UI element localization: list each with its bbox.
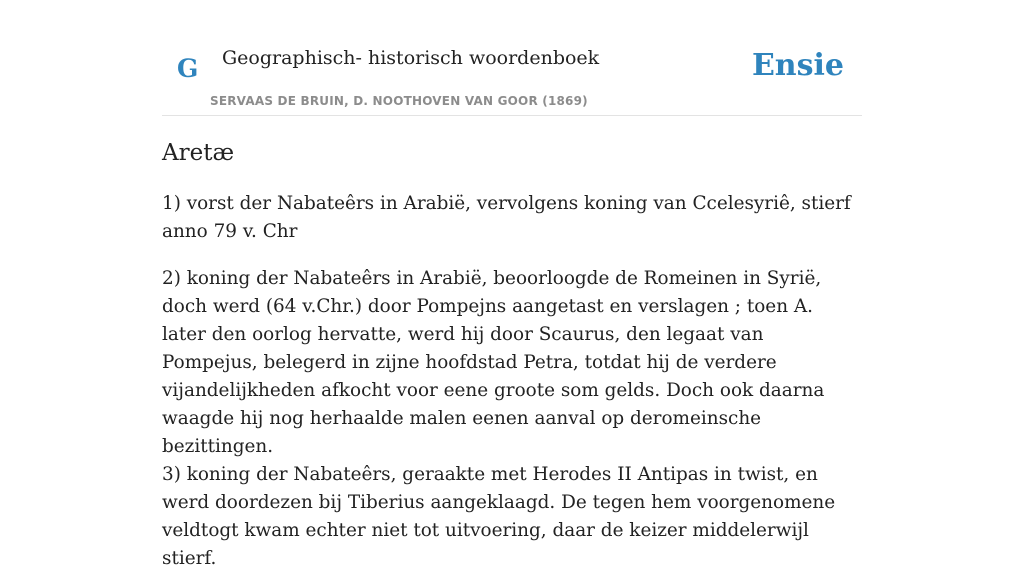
entry-title: Aretæ — [162, 140, 235, 166]
entry-content — [162, 140, 862, 573]
dictionary-author: SERVAAS DE BRUIN, D. NOOTHOVEN VAN GOOR (1869) — [210, 94, 588, 108]
dictionary-header — [162, 30, 862, 116]
entry-paragraph-2: 2) koning der Nabateêrs in Arabië, beoorloogde de Romeinen in Syrië, doch werd (64 v.Chr.) door Pompejns aangetast en verslagen ; toen A. later den oorlog hervatte, werd hij door Scaurus, den legaat van Pompejus, belegerd in zijne hoofdstad Petra, totdat hij de verdere vijandelijkheden afkocht voor eene groote som gelds. Doch ook daarna waagde hij nog herhaalde malen eenen aanval op deromeinsche bezittingen. — [162, 267, 825, 457]
dictionary-logo-icon[interactable]: G — [177, 54, 199, 83]
entry-paragraph-3: 3) koning der Nabateêrs, geraakte met Herodes II Antipas in twist, en werd doordezen bij Tiberius aangeklaagd. De tegen hem voorgenomene veldtogt kwam echter niet tot uitvoering, daar de keizer middelerwijl stierf. — [162, 463, 836, 569]
dictionary-title[interactable]: Geographisch- historisch woordenboek — [222, 47, 600, 69]
ensie-logo[interactable]: Ensie — [751, 48, 844, 83]
entry-paragraph-1: 1) vorst der Nabateêrs in Arabië, vervolgens koning van Ccelesyriê, stierf anno 79 v. Chr — [162, 192, 851, 242]
